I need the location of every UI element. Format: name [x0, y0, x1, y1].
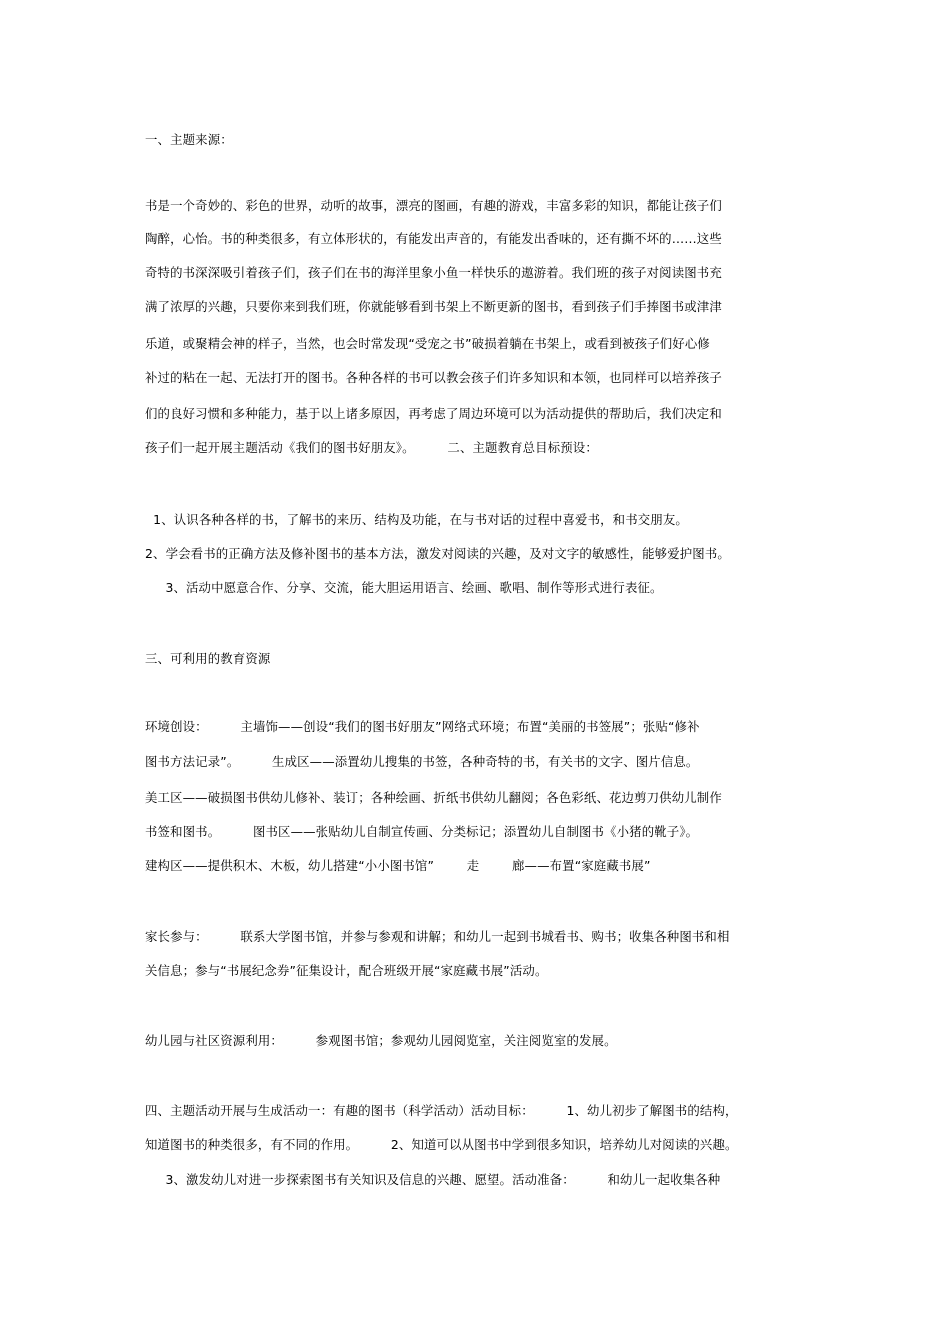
- goal-item-3: 3、活动中愿意合作、分享、交流，能大胆运用语言、绘画、歌唱、制作等形式进行表征。: [145, 580, 663, 595]
- resource-line: 建构区——提供积木、木板，幼儿搭建“小小图书馆” 走 廊——布置“家庭藏书展”: [145, 858, 651, 873]
- paragraph-line: 们的良好习惯和多种能力，基于以上诸多原因，再考虑了周边环境可以为活动提供的帮助后，我们决定和: [145, 406, 722, 421]
- activity-line: 知道图书的种类很多，有不同的作用。 2、知道可以从图书中学到很多知识，培养幼儿对阅读的兴趣。: [145, 1137, 738, 1152]
- paragraph-line: 满了浓厚的兴趣，只要你来到我们班，你就能够看到书架上不断更新的图书，看到孩子们手捧图书或津津: [145, 299, 722, 314]
- section-heading-1: 一、主题来源：: [145, 132, 233, 147]
- goal-item-2: 2、学会看书的正确方法及修补图书的基本方法，激发对阅读的兴趣，及对文字的敏感性，能够爱护图书。: [145, 546, 730, 561]
- paragraph-line: 乐道，或聚精会神的样子，当然，也会时常发现“受宠之书”破损着躺在书架上，或看到被孩子们好心修: [145, 336, 710, 351]
- resource-line: 环境创设： 主墙饰——创设“我们的图书好朋友”网络式环境；布置“美丽的书签展”；张贴“修补: [145, 719, 700, 734]
- community-line: 幼儿园与社区资源利用： 参观图书馆；参观幼儿园阅览室，关注阅览室的发展。: [145, 1033, 617, 1048]
- activity-line: 3、激发幼儿对进一步探索图书有关知识及信息的兴趣、愿望。活动准备： 和幼儿一起收集各种: [145, 1172, 721, 1187]
- resource-line: 图书方法记录”。 生成区——添置幼儿搜集的书签，各种奇特的书，有关书的文字、图片信息。: [145, 754, 699, 769]
- goal-item-1: 1、认识各种各样的书，了解书的来历、结构及功能，在与书对话的过程中喜爱书，和书交朋友。: [145, 512, 688, 527]
- paragraph-line: 奇特的书深深吸引着孩子们，孩子们在书的海洋里象小鱼一样快乐的遨游着。我们班的孩子对阅读图书充: [145, 265, 722, 280]
- section-heading-3: 三、可利用的教育资源: [145, 651, 271, 666]
- paragraph-line: 补过的粘在一起、无法打开的图书。各种各样的书可以教会孩子们许多知识和本领，也同样可以培养孩子: [145, 370, 722, 385]
- parent-line: 关信息；参与“书展纪念券”征集设计，配合班级开展“家庭藏书展”活动。: [145, 963, 548, 978]
- resource-line: 美工区——破损图书供幼儿修补、装订；各种绘画、折纸书供幼儿翻阅；各色彩纸、花边剪刀供幼儿制作: [145, 790, 722, 805]
- paragraph-line: 陶醉，心怡。书的种类很多，有立体形状的，有能发出声音的，有能发出香味的，还有撕不坏的……这些: [145, 231, 722, 246]
- activity-line: 四、主题活动开展与生成活动一：有趣的图书（科学活动）活动目标： 1、幼儿初步了解图书的结构，: [145, 1103, 738, 1118]
- paragraph-line: 书是一个奇妙的、彩色的世界，动听的故事，漂亮的图画，有趣的游戏，丰富多彩的知识，都能让孩子们: [145, 198, 722, 213]
- parent-line: 家长参与： 联系大学图书馆，并参与参观和讲解；和幼儿一起到书城看书、购书；收集各种图书和相: [145, 929, 730, 944]
- paragraph-line: 孩子们一起开展主题活动《我们的图书好朋友》。 二、主题教育总目标预设：: [145, 440, 598, 455]
- resource-line: 书签和图书。 图书区——张贴幼儿自制宣传画、分类标记；添置幼儿自制图书《小猪的靴子》。: [145, 824, 699, 839]
